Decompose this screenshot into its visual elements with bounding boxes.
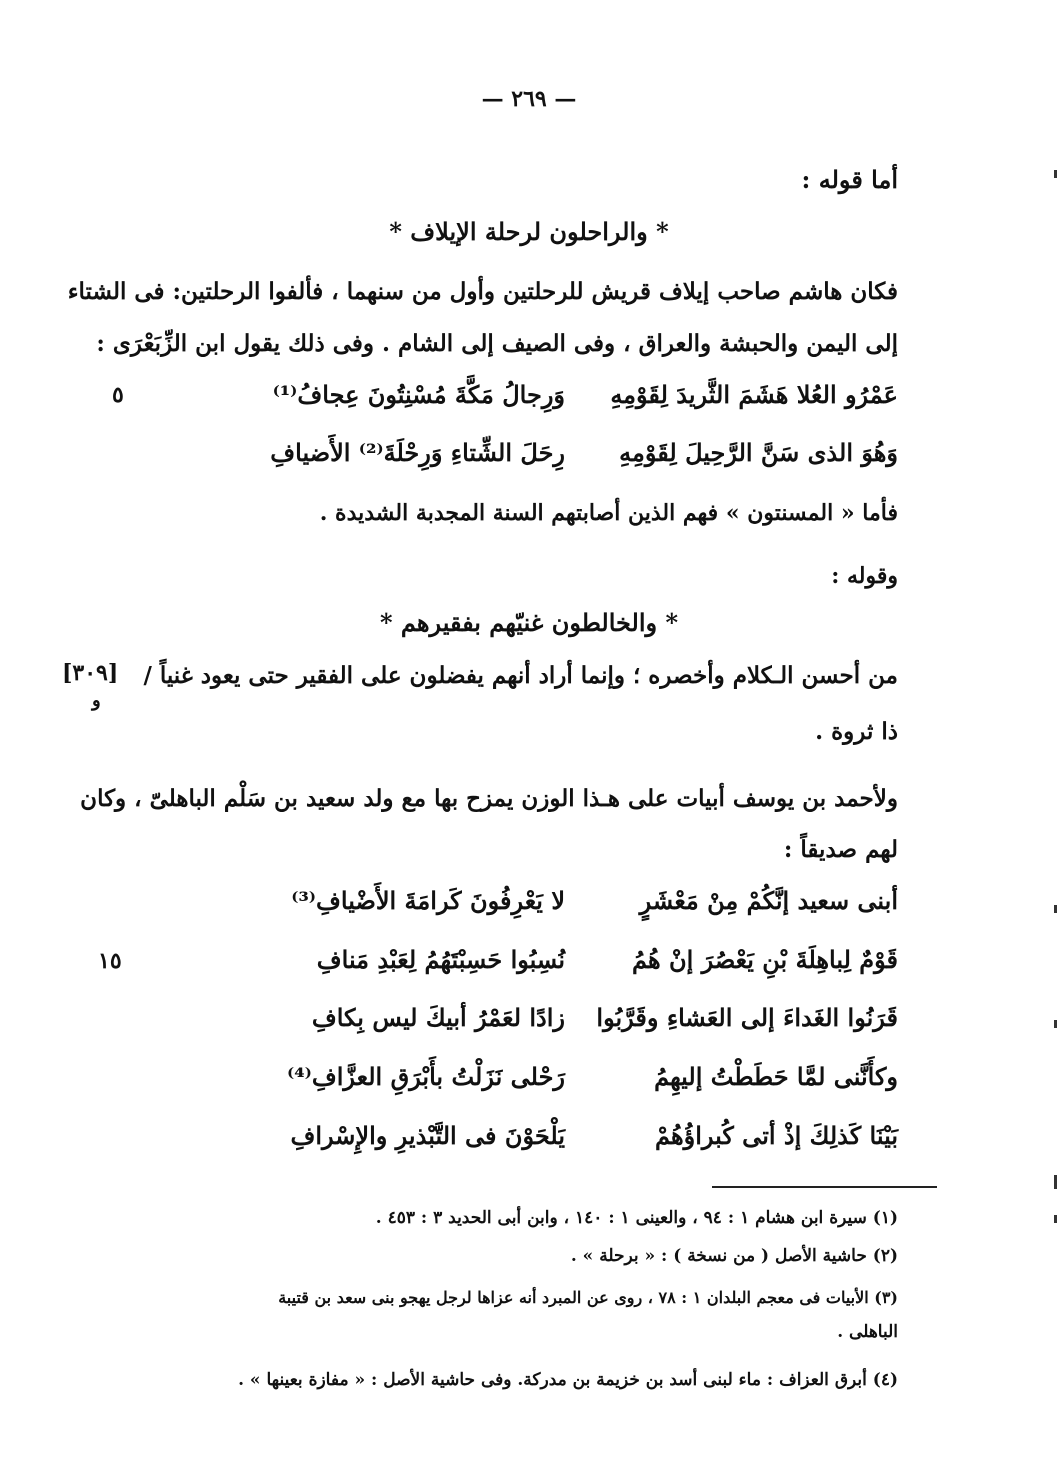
marginal-line-number-15: ١٥: [98, 948, 122, 974]
verse-1-first-hemistich: عَمْرُو العُلا هَشَمَ الثَّريدَ لِقَوْمِهِ: [610, 380, 898, 409]
verse-4-first-hemistich: قَوْمٌ لِباهِلَةَ بْنِ يَعْصُرَ إنْ هُمُ: [631, 945, 898, 974]
folio-reference-verso: و: [92, 690, 101, 711]
marginal-line-number-5: ٥: [112, 382, 124, 408]
paragraph-1-line-2: إلى اليمن والحبشة والعراق ، وفى الصيف إلى الشام . وفى ذلك يقول ابن الزِّبَعْرَى :: [96, 330, 898, 357]
section-heading: أما قوله :: [801, 165, 898, 194]
footnote-2: (٢) حاشية الأصل ( من نسخة ) : « برحلة » .: [570, 1246, 898, 1266]
paragraph-3-line-1: من أحسن الـكلام وأخصره ؛ وإنما أراد أنهم يفضلون على الفقير حتى يعود غنياً /: [143, 662, 898, 689]
scan-edge-mark: [1054, 905, 1057, 913]
footnote-4: (٤) أبرق العزاف : ماء لبنى أسد بن خزيمة بن مدركة. وفى حاشية الأصل : « مفازة بعينها » .: [238, 1370, 898, 1390]
footnote-1: (١) سيرة ابن هشام ١ : ٩٤ ، والعينى ١ : ١٤٠ ، وابن أبى الحديد ٣ : ٤٥٣ .: [375, 1208, 898, 1228]
verse-6-second-hemistich: رَحْلى نَزَلْتُ بأَبْرَقِ العزَّافِ⁽⁴⁾: [287, 1062, 565, 1091]
verse-3-second-hemistich: لا يَعْرِفُونَ كَرامَةَ الأَضْيافِ⁽³⁾: [291, 886, 565, 915]
folio-reference: [٣٠٩]: [62, 660, 119, 686]
verse-7-first-hemistich: بَيْنَا كَذلِكَ إذْ أتى كُبراؤُهُمْ: [655, 1121, 898, 1150]
paragraph-4-line-2: لهم صديقاً :: [783, 836, 898, 863]
verse-2-first-hemistich: وَهُوَ الذى سَنَّ الرَّحِيلَ لِقَوْمِهِ: [619, 438, 898, 467]
footnote-3-continued: الباهلى .: [837, 1322, 898, 1342]
paragraph-2: فأما « المسنتون » فهم الذين أصابتهم السنة المجدبة الشديدة .: [319, 500, 898, 526]
page-number: — ٢٦٩ —: [481, 86, 577, 112]
quoted-hemistich-2: * والخالطون غنيّهم بفقيرهم *: [379, 608, 679, 637]
verse-5-first-hemistich: قَرَنُوا الغَداءَ إلى العَشاءِ وقَرَّبُوا: [596, 1003, 898, 1032]
verse-6-first-hemistich: وكأَنَّنى لمَّا حَطَطْتُ إليهِمُ: [654, 1062, 898, 1091]
scan-edge-mark: [1054, 1175, 1057, 1189]
paragraph-1-line-1: فكان هاشم صاحب إيلاف قريش للرحلتين وأول من سنهما ، فألفوا الرحلتين: فى الشتاء: [67, 278, 898, 305]
verse-4-second-hemistich: نُسِبُوا حَسِبْتَهُمُ لِعَبْدِ مَنافِ: [316, 945, 565, 974]
verse-3-first-hemistich: أبنى سعيد إنَّكُمْ مِنْ مَعْشَرٍ: [639, 886, 898, 915]
paragraph-3-line-2: ذا ثروة .: [815, 718, 898, 745]
verse-2-second-hemistich: رِحَلَ الشِّتاءِ وَرِحْلَةَ⁽²⁾ الأَضيافِ: [270, 438, 565, 467]
scan-edge-mark: [1054, 1020, 1057, 1028]
wa-qawluh-label: وقوله :: [831, 563, 898, 589]
verse-5-second-hemistich: زادًا لعَمْرُ أبيكَ ليس بِكافِ: [311, 1003, 565, 1032]
verse-1-second-hemistich: وَرِجالُ مَكَّةَ مُسْنِتُونَ عِجافُ⁽¹⁾: [272, 380, 565, 409]
verse-7-second-hemistich: يَلْحَوْنَ فى التَّبْذيرِ والإِسْرافِ: [290, 1121, 565, 1150]
footnote-separator: [712, 1186, 937, 1188]
footnote-3: (٣) الأبيات فى معجم البلدان ١ : ٧٨ ، روى عن المبرد أنه عزاها لرجل يهجو بنى سعد بن قتيبة: [278, 1288, 898, 1307]
scan-edge-mark: [1054, 1215, 1057, 1223]
scan-edge-mark: [1054, 170, 1057, 178]
paragraph-4-line-1: ولأحمد بن يوسف أبيات على هـذا الوزن يمزح بها مع ولد سعيد بن سَلْم الباهلىّ ، وكان: [80, 785, 898, 812]
quoted-hemistich-1: * والراحلون لرحلة الإيلاف *: [389, 217, 669, 246]
